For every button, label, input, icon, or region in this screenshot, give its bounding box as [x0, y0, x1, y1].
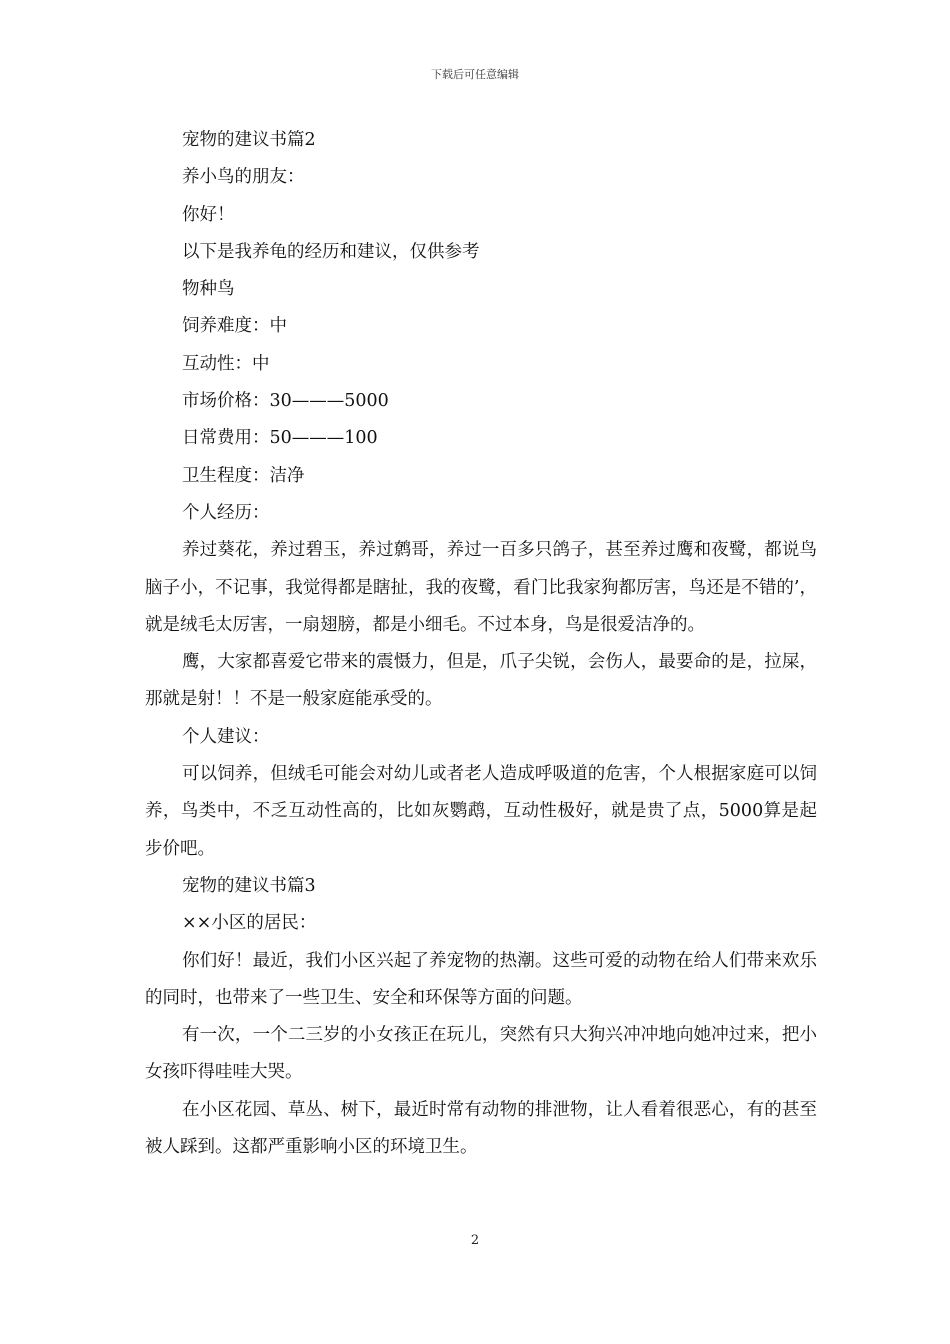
- experience-label: 个人经历：: [182, 502, 270, 523]
- section-title-3: 宠物的建议书篇3: [182, 875, 316, 896]
- salutation: 养小鸟的朋友：: [182, 167, 305, 188]
- salutation-3: ××小区的居民：: [182, 913, 317, 934]
- document-body: [145, 122, 817, 1166]
- page-header-note: 下载后可任意编辑: [431, 68, 519, 81]
- advice-paragraph: 可以饲养，但绒毛可能会对幼儿或者老人造成呼吸道的危害，个人根据家庭可以饲养，鸟类中，不乏互动性高的，比如灰鹦鹉，互动性极好，就是贵了点，5000算是起步价吧。: [145, 764, 817, 859]
- greeting: 你好！: [182, 204, 235, 225]
- hygiene-line: 卫生程度：洁净: [182, 465, 305, 486]
- paragraph-3-2: 有一次，一个二三岁的小女孩正在玩儿，突然有只大狗兴冲冲地向她冲过来，把小女孩吓得哇哇大哭。: [145, 1025, 817, 1083]
- advice-label: 个人建议：: [182, 726, 270, 747]
- section-title: 宠物的建议书篇2: [182, 130, 316, 150]
- experience-paragraph-1: 养过葵花，养过碧玉，养过鹩哥，养过一百多只鸽子，甚至养过鹰和夜鹭，都说鸟脑子小，不记事，我觉得都是瞎扯，我的夜鹭，看门比我家狗都厉害，鸟还是不错的’，就是绒毛太厉害，一扇翅膀，都是小细毛。不过本身，鸟是很爱洁净的。: [145, 540, 817, 635]
- difficulty-line: 饲养难度：中: [182, 316, 287, 337]
- daily-cost-line: 日常费用：50———100: [182, 428, 378, 449]
- intro-line: 以下是我养龟的经历和建议，仅供参考: [182, 241, 480, 262]
- experience-paragraph-2: 鹰，大家都喜爱它带来的震慑力，但是，爪子尖锐，会伤人，最要命的是，拉屎，那就是射！！不是一般家庭能承受的。: [145, 652, 817, 710]
- species-line: 物种鸟: [182, 279, 235, 300]
- market-price-line: 市场价格：30———5000: [182, 391, 389, 412]
- interactivity-line: 互动性：中: [182, 353, 270, 374]
- paragraph-3-1: 你们好！最近，我们小区兴起了养宠物的热潮。这些可爱的动物在给人们带来欢乐的同时，也带来了一些卫生、安全和环保等方面的问题。: [145, 950, 817, 1008]
- paragraph-3-3: 在小区花园、草丛、树下，最近时常有动物的排泄物，让人看着很恶心，有的甚至被人踩到。这都严重影响小区的环境卫生。: [145, 1099, 817, 1158]
- page-number: 2: [470, 1233, 480, 1248]
